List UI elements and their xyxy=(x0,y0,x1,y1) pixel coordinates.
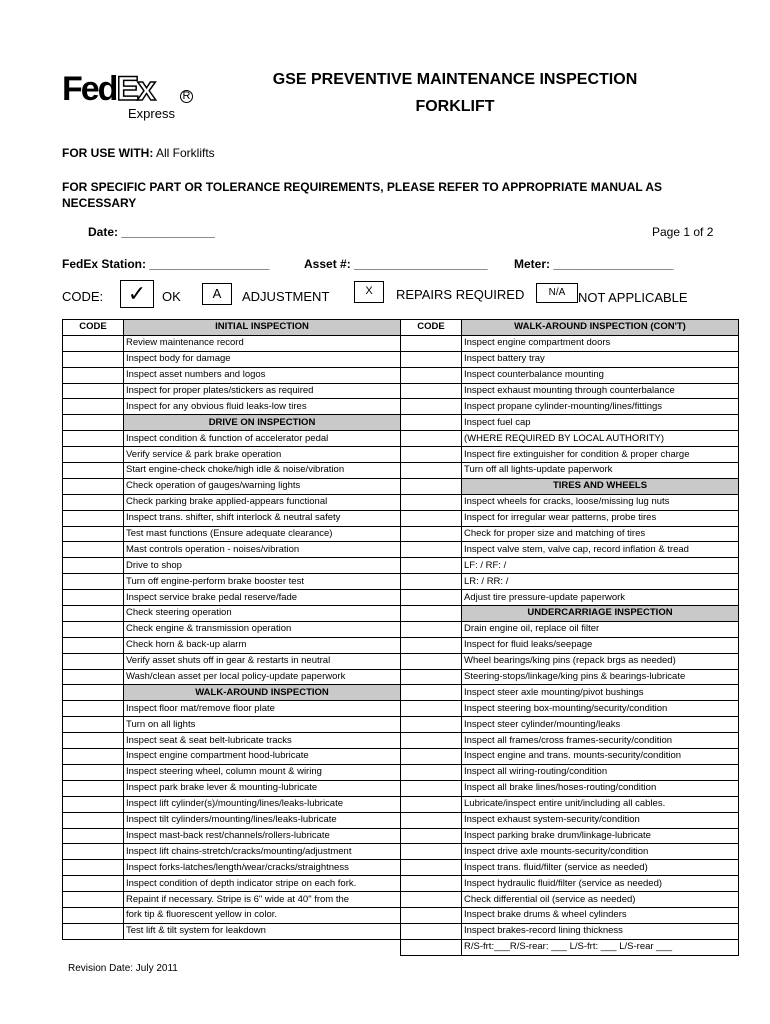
table-row xyxy=(63,907,739,923)
code-cell[interactable] xyxy=(63,478,124,494)
section-header: WALK-AROUND INSPECTION (CON'T) xyxy=(462,320,739,336)
inspection-item: Wash/clean asset per local policy-update paperwork xyxy=(124,669,401,685)
inspection-item: Inspect wheels for cracks, loose/missing lug nuts xyxy=(462,494,739,510)
code-cell[interactable] xyxy=(401,923,462,939)
code-x-label: REPAIRS REQUIRED xyxy=(396,287,525,302)
inspection-item: Inspect parking brake drum/linkage-lubricate xyxy=(462,828,739,844)
inspection-item: Inspect steer axle mounting/pivot bushings xyxy=(462,685,739,701)
inspection-item: Inspect all frames/cross frames-security/condition xyxy=(462,733,739,749)
inspection-item: Inspect valve stem, valve cap, record inflation & tread xyxy=(462,542,739,558)
section-header: UNDERCARRIAGE INSPECTION xyxy=(462,606,739,622)
code-cell[interactable] xyxy=(63,558,124,574)
code-na-label: NOT APPLICABLE xyxy=(578,290,688,305)
table-row xyxy=(63,733,739,749)
code-cell[interactable] xyxy=(401,351,462,367)
inspection-table xyxy=(62,319,739,956)
code-cell[interactable] xyxy=(401,733,462,749)
inspection-item: Check parking brake applied-appears functional xyxy=(124,494,401,510)
inspection-item: Inspect steering box-mounting/security/condition xyxy=(462,701,739,717)
table-row xyxy=(63,606,739,622)
inspection-item: Inspect forks-latches/length/wear/cracks/straightness xyxy=(124,860,401,876)
table-row xyxy=(63,447,739,463)
code-cell[interactable] xyxy=(401,907,462,923)
code-cell[interactable] xyxy=(63,669,124,685)
station-field[interactable]: FedEx Station: __________________ xyxy=(62,257,270,271)
logo-ex: Ex xyxy=(116,70,155,108)
table-row xyxy=(63,812,739,828)
inspection-item: Start engine-check choke/high idle & noise/vibration xyxy=(124,463,401,479)
code-cell[interactable] xyxy=(63,447,124,463)
doc-subtitle: FORKLIFT xyxy=(415,98,495,115)
inspection-item: Steering-stops/linkage/king pins & bearings-lubricate xyxy=(462,669,739,685)
code-na-box: N/A xyxy=(536,283,578,303)
inspection-item: Inspect condition of depth indicator stripe on each fork. xyxy=(124,876,401,892)
inspection-item: Inspect for fluid leaks/seepage xyxy=(462,637,739,653)
section-header: WALK-AROUND INSPECTION xyxy=(124,685,401,701)
code-cell[interactable] xyxy=(63,653,124,669)
table-row xyxy=(63,685,739,701)
table-row xyxy=(63,796,739,812)
inspection-item: Inspect hydraulic fluid/filter (service as needed) xyxy=(462,876,739,892)
logo-fed: Fed xyxy=(62,70,117,108)
code-cell[interactable] xyxy=(63,860,124,876)
inspection-item: Inspect engine and trans. mounts-security/condition xyxy=(462,749,739,765)
section-header: DRIVE ON INSPECTION xyxy=(124,415,401,431)
code-cell[interactable] xyxy=(401,510,462,526)
inspection-item: Inspect tilt cylinders/mounting/lines/leaks-lubricate xyxy=(124,812,401,828)
code-cell[interactable] xyxy=(401,812,462,828)
code-cell[interactable] xyxy=(63,542,124,558)
inspection-item: Inspect asset numbers and logos xyxy=(124,367,401,383)
code-cell[interactable] xyxy=(401,335,462,351)
table-row xyxy=(63,351,739,367)
inspection-item: Inspect park brake lever & mounting-lubricate xyxy=(124,780,401,796)
inspection-item: Inspect body for damage xyxy=(124,351,401,367)
code-x-box: X xyxy=(354,281,384,303)
inspection-item: Inspect lift chains-stretch/cracks/mounting/adjustment xyxy=(124,844,401,860)
inspection-item: Check steering operation xyxy=(124,606,401,622)
code-cell[interactable] xyxy=(401,717,462,733)
code-cell[interactable] xyxy=(63,335,124,351)
code-cell[interactable] xyxy=(401,876,462,892)
inspection-item: Inspect engine compartment hood-lubricate xyxy=(124,749,401,765)
table-row xyxy=(63,701,739,717)
code-cell[interactable] xyxy=(63,574,124,590)
table-row xyxy=(63,399,739,415)
inspection-item: Inspect exhaust mounting through counterbalance xyxy=(462,383,739,399)
inspection-item: Inspect mast-back rest/channels/rollers-lubricate xyxy=(124,828,401,844)
code-cell[interactable] xyxy=(63,606,124,622)
table-row xyxy=(63,621,739,637)
table-row xyxy=(63,717,739,733)
table-row xyxy=(63,669,739,685)
table-row xyxy=(63,494,739,510)
inspection-item: Inspect counterbalance mounting xyxy=(462,367,739,383)
table-row xyxy=(63,463,739,479)
code-cell[interactable] xyxy=(63,749,124,765)
inspection-item: Drive to shop xyxy=(124,558,401,574)
code-a-box: A xyxy=(202,283,232,305)
code-label: CODE: xyxy=(62,289,104,304)
inspection-item: Inspect drive axle mounts-security/condition xyxy=(462,844,739,860)
logo-express: Express xyxy=(128,106,175,121)
code-cell[interactable] xyxy=(401,860,462,876)
notice: FOR SPECIFIC PART OR TOLERANCE REQUIREMENTS, PLEASE REFER TO APPROPRIATE MANUAL AS NECESSARY xyxy=(62,180,663,210)
inspection-item: fork tip & fluorescent yellow in color. xyxy=(124,907,401,923)
revision-date: Revision Date: July 2011 xyxy=(68,963,178,974)
code-cell[interactable] xyxy=(401,494,462,510)
inspection-item: Inspect for irregular wear patterns, probe tires xyxy=(462,510,739,526)
code-cell[interactable] xyxy=(63,590,124,606)
inspection-item: Inspect steer cylinder/mounting/leaks xyxy=(462,717,739,733)
inspection-item: Turn off all lights-update paperwork xyxy=(462,463,739,479)
inspection-item: Test lift & tilt system for leakdown xyxy=(124,923,401,939)
code-cell[interactable] xyxy=(401,431,462,447)
inspection-item: Turn off engine-perform brake booster test xyxy=(124,574,401,590)
table-row xyxy=(63,939,739,955)
code-cell[interactable] xyxy=(63,351,124,367)
table-row xyxy=(63,892,739,908)
code-cell[interactable] xyxy=(401,526,462,542)
inspection-item: Inspect steering wheel, column mount & wiring xyxy=(124,764,401,780)
inspection-item: Verify asset shuts off in gear & restarts in neutral xyxy=(124,653,401,669)
inspection-item: Inspect seat & seat belt-lubricate tracks xyxy=(124,733,401,749)
inspection-item: Review maintenance record xyxy=(124,335,401,351)
table-row xyxy=(63,844,739,860)
inspection-item: Inspect service brake pedal reserve/fade xyxy=(124,590,401,606)
table-row xyxy=(63,574,739,590)
code-cell[interactable] xyxy=(401,415,462,431)
inspection-item: Inspect battery tray xyxy=(462,351,739,367)
inspection-item: Inspect for any obvious fluid leaks-low tires xyxy=(124,399,401,415)
table-row xyxy=(63,637,739,653)
code-cell[interactable] xyxy=(401,447,462,463)
inspection-item: Verify service & park brake operation xyxy=(124,447,401,463)
inspection-item: Inspect exhaust system-security/condition xyxy=(462,812,739,828)
code-cell[interactable] xyxy=(401,892,462,908)
code-cell[interactable] xyxy=(401,606,462,622)
table-row xyxy=(63,526,739,542)
code-cell[interactable] xyxy=(63,621,124,637)
code-cell[interactable] xyxy=(401,685,462,701)
code-cell[interactable] xyxy=(401,796,462,812)
inspection-item: Inspect all wiring-routing/condition xyxy=(462,764,739,780)
table-row xyxy=(63,860,739,876)
code-cell[interactable] xyxy=(401,701,462,717)
meter-field[interactable]: Meter: __________________ xyxy=(514,257,674,271)
code-cell[interactable] xyxy=(63,526,124,542)
inspection-item: LR: / RR: / xyxy=(462,574,739,590)
page-number: Page 1 of 2 xyxy=(652,225,714,239)
code-cell[interactable] xyxy=(63,764,124,780)
code-legend xyxy=(62,281,722,309)
inspection-item: Turn on all lights xyxy=(124,717,401,733)
inspection-item: Inspect fire extinguisher for condition & proper charge xyxy=(462,447,739,463)
code-cell[interactable] xyxy=(401,478,462,494)
code-cell[interactable] xyxy=(63,828,124,844)
table-row xyxy=(63,876,739,892)
code-cell[interactable] xyxy=(63,367,124,383)
code-cell[interactable] xyxy=(401,749,462,765)
code-cell[interactable] xyxy=(401,542,462,558)
date-field[interactable]: Date: ______________ xyxy=(88,225,215,239)
fedex-logo xyxy=(62,70,202,126)
table-row xyxy=(63,415,739,431)
inspection-item: Check for proper size and matching of tires xyxy=(462,526,739,542)
inspection-item: Mast controls operation - noises/vibration xyxy=(124,542,401,558)
check-icon: ✓ xyxy=(120,280,154,308)
table-row xyxy=(63,383,739,399)
code-cell[interactable] xyxy=(63,717,124,733)
table-row xyxy=(63,478,739,494)
code-column-header: CODE xyxy=(401,320,462,336)
empty-cell xyxy=(63,939,124,955)
use-with-label: FOR USE WITH: xyxy=(62,146,154,160)
code-cell[interactable] xyxy=(401,669,462,685)
inspection-item: Inspect brake drums & wheel cylinders xyxy=(462,907,739,923)
code-cell[interactable] xyxy=(401,383,462,399)
code-cell[interactable] xyxy=(63,637,124,653)
registered-icon: R xyxy=(180,90,193,103)
table-row xyxy=(63,923,739,939)
code-cell[interactable] xyxy=(401,653,462,669)
code-cell[interactable] xyxy=(401,637,462,653)
inspection-item: Inspect floor mat/remove floor plate xyxy=(124,701,401,717)
code-cell[interactable] xyxy=(63,812,124,828)
table-row xyxy=(63,367,739,383)
code-cell[interactable] xyxy=(63,415,124,431)
inspection-item: Inspect trans. fluid/filter (service as needed) xyxy=(462,860,739,876)
code-cell[interactable] xyxy=(401,780,462,796)
code-cell[interactable] xyxy=(63,844,124,860)
code-cell[interactable] xyxy=(401,558,462,574)
code-cell[interactable] xyxy=(63,780,124,796)
code-cell[interactable] xyxy=(401,764,462,780)
inspection-item: Inspect engine compartment doors xyxy=(462,335,739,351)
code-cell[interactable] xyxy=(401,621,462,637)
inspection-item: Inspect for proper plates/stickers as required xyxy=(124,383,401,399)
code-cell[interactable] xyxy=(63,399,124,415)
table-row xyxy=(63,780,739,796)
code-cell[interactable] xyxy=(63,733,124,749)
inspection-item: Check operation of gauges/warning lights xyxy=(124,478,401,494)
code-cell[interactable] xyxy=(63,701,124,717)
table-row xyxy=(63,749,739,765)
table-row xyxy=(63,764,739,780)
code-cell[interactable] xyxy=(401,844,462,860)
code-cell[interactable] xyxy=(63,383,124,399)
code-cell[interactable] xyxy=(63,892,124,908)
inspection-item: R/S-frt:___R/S-rear: ___ L/S-frt: ___ L/S-rear ___ xyxy=(462,939,739,955)
code-cell[interactable] xyxy=(401,463,462,479)
code-cell[interactable] xyxy=(63,685,124,701)
code-cell[interactable] xyxy=(401,939,462,955)
table-row xyxy=(63,590,739,606)
inspection-item: Inspect all brake lines/hoses-routing/condition xyxy=(462,780,739,796)
code-cell[interactable] xyxy=(63,463,124,479)
section-header: TIRES AND WHEELS xyxy=(462,478,739,494)
inspection-item: Inspect lift cylinder(s)/mounting/lines/leaks-lubricate xyxy=(124,796,401,812)
inspection-item: Lubricate/inspect entire unit/including all cables. xyxy=(462,796,739,812)
inspection-item: Repaint if necessary. Stripe is 6" wide at 40" from the xyxy=(124,892,401,908)
inspection-item: Inspect trans. shifter, shift interlock & neutral safety xyxy=(124,510,401,526)
code-cell[interactable] xyxy=(401,367,462,383)
code-cell[interactable] xyxy=(63,494,124,510)
table-row xyxy=(63,828,739,844)
code-cell[interactable] xyxy=(401,828,462,844)
asset-field[interactable]: Asset #: ____________________ xyxy=(304,257,488,271)
code-cell[interactable] xyxy=(401,590,462,606)
inspection-item: Check horn & back-up alarm xyxy=(124,637,401,653)
code-cell[interactable] xyxy=(63,923,124,939)
inspection-item: Adjust tire pressure-update paperwork xyxy=(462,590,739,606)
code-ok-label: OK xyxy=(162,289,181,304)
inspection-item: LF: / RF: / xyxy=(462,558,739,574)
table-row xyxy=(63,510,739,526)
inspection-item: Test mast functions (Ensure adequate clearance) xyxy=(124,526,401,542)
inspection-item: Check differential oil (service as needed) xyxy=(462,892,739,908)
empty-cell xyxy=(124,939,401,955)
code-cell[interactable] xyxy=(401,574,462,590)
inspection-item: (WHERE REQUIRED BY LOCAL AUTHORITY) xyxy=(462,431,739,447)
code-cell[interactable] xyxy=(63,796,124,812)
code-cell[interactable] xyxy=(63,876,124,892)
inspection-item: Drain engine oil, replace oil filter xyxy=(462,621,739,637)
table-row xyxy=(63,335,739,351)
inspection-item: Check engine & transmission operation xyxy=(124,621,401,637)
inspection-item: Inspect condition & function of accelerator pedal xyxy=(124,431,401,447)
table-row xyxy=(63,542,739,558)
inspection-item: Inspect propane cylinder-mounting/lines/fittings xyxy=(462,399,739,415)
code-cell[interactable] xyxy=(63,510,124,526)
doc-title: GSE PREVENTIVE MAINTENANCE INSPECTION xyxy=(272,71,638,88)
section-header: INITIAL INSPECTION xyxy=(124,320,401,336)
code-column-header: CODE xyxy=(63,320,124,336)
inspection-item: Inspect fuel cap xyxy=(462,415,739,431)
use-with xyxy=(62,146,215,160)
code-cell[interactable] xyxy=(63,907,124,923)
code-cell[interactable] xyxy=(63,431,124,447)
inspection-item: Wheel bearings/king pins (repack brgs as needed) xyxy=(462,653,739,669)
inspection-item: Inspect brakes-record lining thickness xyxy=(462,923,739,939)
table-row xyxy=(63,653,739,669)
table-row xyxy=(63,431,739,447)
code-a-label: ADJUSTMENT xyxy=(242,289,330,304)
table-row xyxy=(63,558,739,574)
code-cell[interactable] xyxy=(401,399,462,415)
use-with-value: All Forklifts xyxy=(153,146,215,160)
table-row xyxy=(63,320,739,336)
